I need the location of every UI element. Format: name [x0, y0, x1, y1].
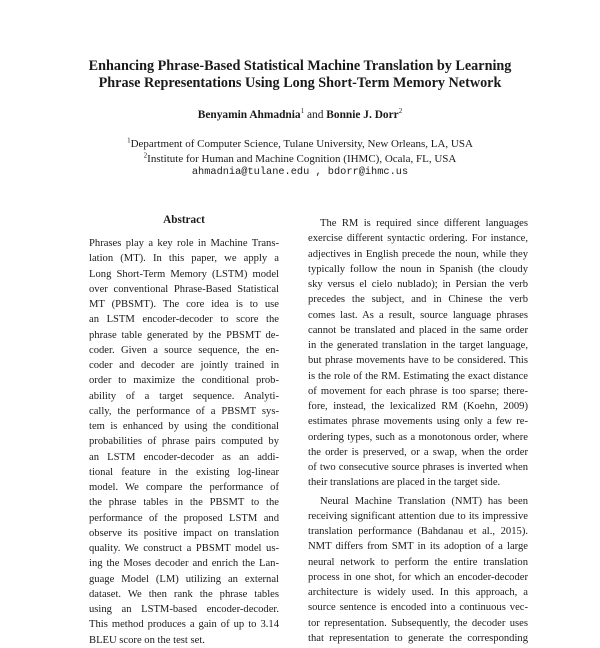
paper-title	[70, 58, 530, 92]
text-line: the order is preserved, or a swap, when the order	[308, 446, 528, 458]
text-line: that representation to generate the corresponding	[308, 632, 528, 644]
right-column-body	[308, 216, 528, 646]
text-line: BLEU score on the test set.	[89, 634, 205, 646]
affiliation-mark: 1	[127, 136, 131, 145]
affiliation-1	[0, 138, 600, 150]
author-name: Bonnie J. Dorr	[326, 109, 399, 121]
text-line: tor representation. Subsequently, the decoder uses	[308, 617, 528, 629]
text-line: comes last. As a result, source language phrases	[308, 309, 528, 321]
author-affiliation-mark: 1	[300, 107, 305, 116]
text-line: performance of the proposed LSTM and	[89, 512, 279, 524]
text-line: ing the Moses decoder and enrich the Lan-	[89, 558, 279, 570]
text-line: over conventional Phrase-Based Statistical	[89, 283, 279, 295]
text-line: architecture is widely used. In this approach, a	[308, 587, 528, 598]
text-line: phrase table generated by the PBSMT de-	[89, 329, 279, 341]
author-name: Benyamin Ahmadnia	[197, 109, 301, 121]
text-line: in the generated translation in the target language,	[308, 340, 528, 351]
text-line: tional feature in the existing log-linear	[89, 466, 279, 478]
text-line: exercise different syntactic ordering. For instance,	[308, 233, 528, 245]
text-line: observe its positive impact on translation	[89, 527, 279, 539]
text-line: Neural Machine Translation (NMT) has been	[320, 495, 528, 507]
text-line: coder. Given a source sequence, the en-	[89, 344, 279, 356]
text-line: NMT differs from SMT in its adoption of a large	[308, 541, 528, 553]
abstract-body	[89, 236, 279, 648]
author-emails: ahmadnia@tulane.edu , bdorr@ihmc.us	[191, 166, 409, 178]
title-line-2: Phrase Representations Using Long Short-Term Memory Network	[98, 75, 502, 91]
text-line: ordering types, such as a monotonous order, where	[308, 431, 528, 443]
text-line: coder and decoder are jointly trained in	[89, 360, 279, 371]
text-line: is the role of the RM. Estimating the exact distance	[308, 370, 528, 382]
text-line: Long Short-Term Memory (LSTM) model	[89, 268, 279, 280]
text-line: This method produces a gain of up to 3.14	[89, 619, 279, 631]
text-line: neural network to perform the entire translation	[308, 556, 528, 568]
affiliation-text: Department of Computer Science, Tulane University, New Orleans, LA, USA	[130, 138, 473, 150]
text-line: an LSTM encoder-decoder as an addi-	[89, 451, 279, 463]
affiliation-2	[0, 153, 600, 165]
author-list	[0, 109, 600, 121]
text-line: tem is enhanced by using the conditional	[89, 421, 279, 432]
text-line: guage Model (LM) utilizing an external	[89, 573, 279, 585]
text-line: estimates phrase movements using only a few re-	[308, 416, 528, 428]
text-line: Phrases play a key role in Machine Trans-	[89, 238, 279, 249]
text-line: cally, the performance of a PBSMT sys-	[89, 405, 279, 417]
abstract-heading: Abstract	[163, 214, 205, 226]
text-line: the phrase tables in the PBSMT to the	[89, 497, 279, 509]
text-line: an LSTM encoder-decoder to score the	[89, 314, 279, 326]
text-line: The RM is required since different languages	[320, 218, 528, 229]
text-line: model. We compare the performance of	[89, 482, 279, 493]
text-line: quality. We construct a PBSMT model us-	[89, 543, 279, 554]
text-line: sky versus el cielo nublado); in Persian the verb	[308, 279, 528, 290]
text-line: fore, instead, the lexicalized RM (Koehn, 2009)	[308, 401, 528, 412]
text-line: typically follow the noun in Spanish (the cloudy	[308, 263, 528, 275]
author-affiliation-mark: 2	[398, 107, 403, 116]
text-line: cannot be translated and placed in the same order	[308, 324, 528, 336]
text-line: order to maximize the conditional prob-	[89, 375, 279, 387]
affiliation-mark: 2	[143, 151, 148, 160]
text-line: using an LSTM-based encoder-decoder.	[89, 604, 279, 615]
paragraph-reordering-model	[308, 216, 528, 491]
text-line: translation performance (Bahdanau et al., 2015).	[308, 526, 528, 537]
text-line: their translations are placed in the target side.	[308, 477, 501, 489]
text-line: adjectives in English precede the noun, while they	[308, 248, 528, 260]
text-line: process in one shot, for which an encoder-decoder	[308, 571, 528, 583]
text-line: ability of a target sequence. Analyti-	[89, 390, 279, 402]
text-line: of movement for each phrase is too sparse; there-	[308, 385, 528, 397]
author-conjunction: and	[306, 109, 324, 121]
text-line: but phrase movements have to be considered. This	[308, 355, 528, 367]
text-line: probabilities of phrase pairs computed by	[89, 436, 279, 448]
text-line: lation (MT). In this paper, we apply a	[89, 253, 279, 265]
title-line-1: Enhancing Phrase-Based Statistical Machine Translation by Learning	[88, 58, 512, 74]
text-line: precedes the subject, and in Chinese the verb	[308, 294, 528, 306]
text-line: dataset. We then rank the phrase tables	[89, 588, 279, 600]
text-line: source sentence is encoded into a continuous vec-	[308, 602, 528, 614]
text-line: of two consecutive source phrases is inverted when	[308, 462, 528, 473]
affiliation-text: Institute for Human and Machine Cognition (IHMC), Ocala, FL, USA	[147, 153, 457, 165]
text-line: MT (PBSMT). The core idea is to use	[89, 299, 279, 310]
text-line: receiving significant attention due to its impressive	[308, 510, 528, 522]
paragraph-nmt	[308, 494, 528, 647]
